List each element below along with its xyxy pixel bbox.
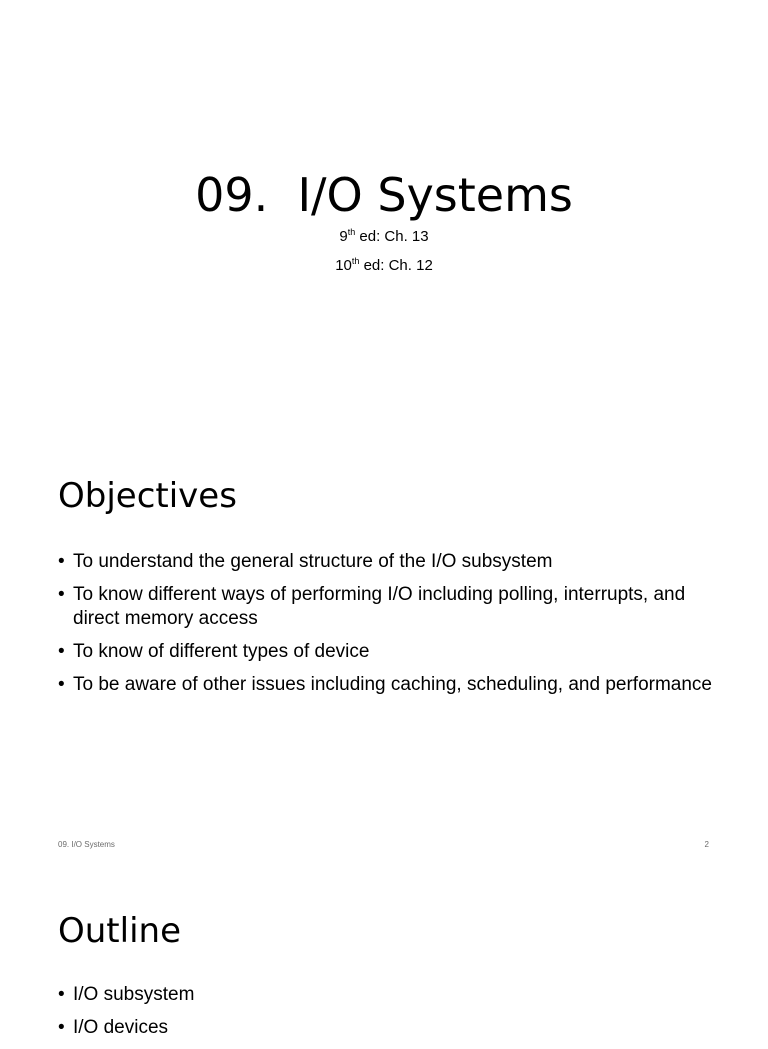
list-item-text: I/O devices — [73, 1017, 169, 1038]
edition-suffix: th — [351, 256, 360, 266]
bullet-icon: • — [58, 674, 65, 695]
outline-list — [58, 983, 718, 1049]
bullet-icon: • — [58, 984, 65, 1005]
objectives-list — [58, 550, 718, 706]
title-slide — [0, 0, 768, 430]
list-item — [58, 983, 718, 1007]
edition-9-reference — [0, 228, 768, 246]
list-item-text: To understand the general structure of the I/O subsystem — [73, 551, 553, 572]
bullet-icon: • — [58, 641, 65, 662]
edition-number: 9 — [339, 228, 348, 245]
list-item — [58, 673, 718, 697]
edition-number: 10 — [335, 257, 352, 274]
list-item — [58, 640, 718, 664]
list-item — [58, 550, 718, 574]
slide-footer-title: 09. I/O Systems — [58, 840, 115, 849]
list-item — [58, 1016, 718, 1040]
edition-chapter: ed: Ch. 13 — [355, 228, 429, 245]
edition-10-reference — [0, 257, 768, 275]
slide-title: 09. I/O Systems — [195, 168, 573, 222]
bullet-icon: • — [58, 584, 65, 605]
list-item-text: To be aware of other issues including caching, scheduling, and performance — [73, 674, 712, 695]
list-item-text: I/O subsystem — [73, 984, 195, 1005]
edition-chapter: ed: Ch. 12 — [359, 257, 433, 274]
bullet-icon: • — [58, 1017, 65, 1038]
slide-heading: Objectives — [58, 476, 237, 516]
list-item-text: To know different ways of performing I/O including polling, interrupts, and direct memory access — [73, 584, 686, 629]
edition-suffix: th — [347, 227, 356, 237]
objectives-slide — [0, 430, 768, 866]
list-item-text: To know of different types of device — [73, 641, 370, 662]
outline-slide — [0, 866, 768, 1038]
bullet-icon: • — [58, 551, 65, 572]
slide-heading: Outline — [58, 911, 182, 951]
list-item — [58, 583, 718, 631]
slide-page-number: 2 — [704, 840, 709, 849]
